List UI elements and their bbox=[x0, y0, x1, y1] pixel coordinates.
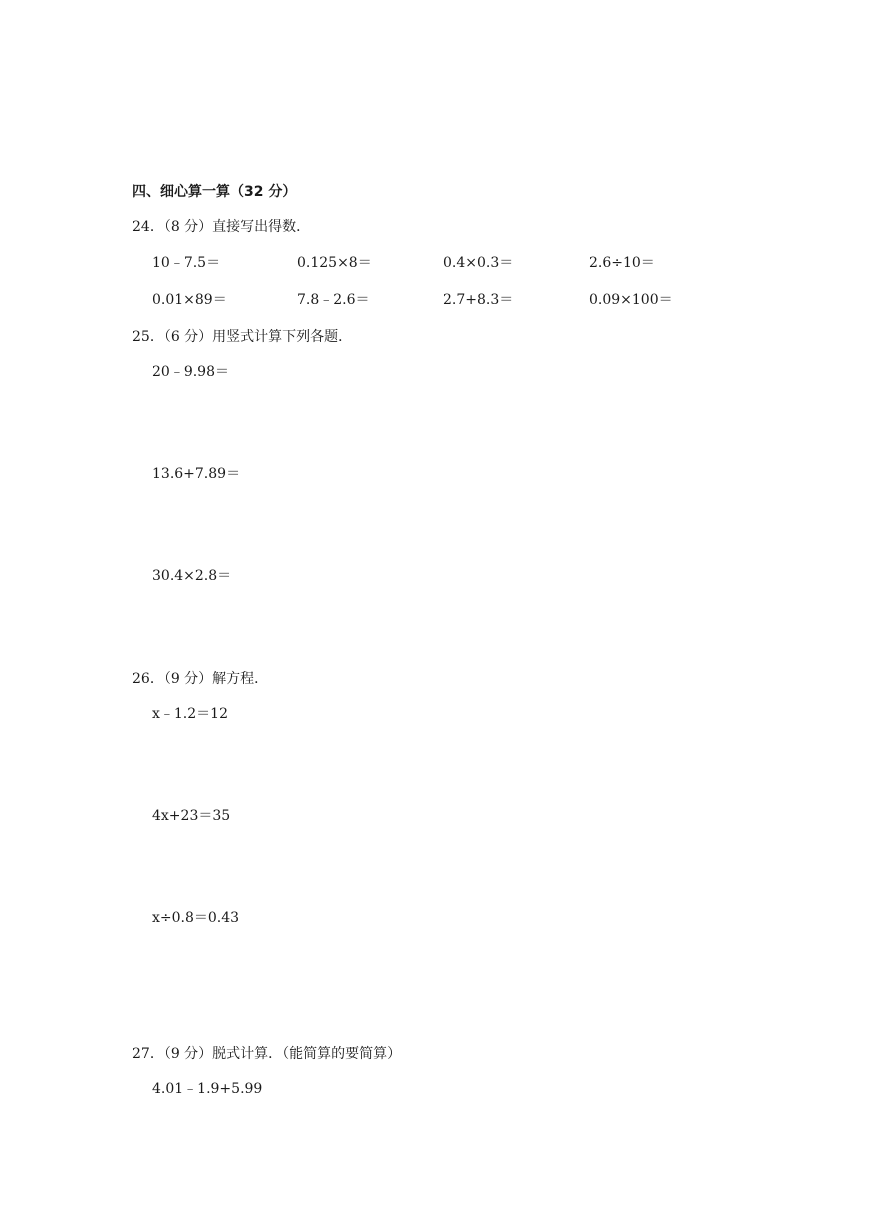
q24-item: 0.125×8＝ bbox=[297, 255, 372, 271]
q26-item: x﹣1.2＝12 bbox=[152, 706, 228, 722]
q25-item: 13.6+7.89＝ bbox=[152, 466, 241, 482]
q26-item: 4x+23＝35 bbox=[152, 808, 231, 824]
question-25-label: 25．（6 分）用竖式计算下列各题． bbox=[132, 329, 353, 345]
q24-item: 7.8﹣2.6＝ bbox=[297, 292, 370, 308]
q24-item: 2.6÷10＝ bbox=[589, 255, 655, 271]
q24-item: 2.7+8.3＝ bbox=[443, 292, 514, 308]
q24-item: 0.4×0.3＝ bbox=[443, 255, 514, 271]
section-title: 四、细心算一算（32 分） bbox=[132, 184, 297, 200]
q24-item: 10﹣7.5＝ bbox=[152, 255, 221, 271]
q24-item: 0.01×89＝ bbox=[152, 292, 227, 308]
q24-item: 0.09×100＝ bbox=[589, 292, 673, 308]
q26-item: x÷0.8＝0.43 bbox=[152, 910, 240, 926]
q25-item: 30.4×2.8＝ bbox=[152, 568, 232, 584]
question-27-label: 27．（9 分）脱式计算．（能简算的要简算） bbox=[132, 1046, 402, 1062]
q25-item: 20﹣9.98＝ bbox=[152, 364, 229, 380]
question-26-label: 26．（9 分）解方程． bbox=[132, 671, 269, 687]
q27-item: 4.01﹣1.9+5.99 bbox=[152, 1081, 263, 1097]
question-24-label: 24．（8 分）直接写出得数． bbox=[132, 219, 311, 235]
